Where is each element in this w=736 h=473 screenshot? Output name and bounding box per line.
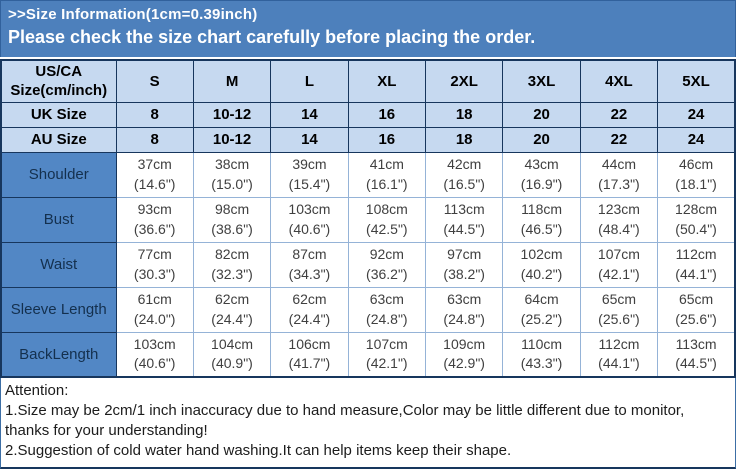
measure-cm: 104cm [211,335,254,352]
measure-inch: (41.7") [288,355,331,372]
attention-heading: Attention: [5,382,69,399]
measure-cm: 118cm [521,200,563,217]
size-value-cell: 18 [426,102,503,127]
size-chart-table [0,59,736,378]
measure-cm: 46cm [678,155,714,172]
measure-row [1,242,735,287]
measure-inch: (24.4") [211,310,253,327]
measure-inch: (24.8") [366,310,408,327]
measure-row-label: BackLength [1,332,116,377]
measure-inch: (42.1") [366,355,408,372]
attention-lines [5,401,735,461]
measure-value-cell [503,152,580,197]
measure-cm: 43cm [524,155,559,172]
measure-inch: (46.5") [520,220,563,237]
measure-value-cell [503,287,580,332]
measure-cm: 41cm [369,155,404,172]
measure-cm: 107cm [597,245,640,262]
size-value-cell: 16 [348,102,425,127]
measure-value-cell [271,287,348,332]
size-value-cell: 24 [658,127,735,152]
measure-cm: 63cm [447,290,482,307]
size-column-header: M [193,60,270,102]
measure-cm: 109cm [443,335,486,352]
measure-value-cell [271,332,348,377]
measure-inch: (38.6") [211,220,253,237]
size-value-cell: 10-12 [193,102,270,127]
measure-value-cell [658,287,735,332]
size-column-header: 4XL [580,60,657,102]
measure-cm: 65cm [678,290,714,307]
measure-cm: 87cm [292,245,327,262]
measure-inch: (32.3") [211,265,253,282]
size-row [1,102,735,127]
attention-section [0,378,736,469]
measure-value-cell [426,152,503,197]
measure-cm: 62cm [292,290,327,307]
size-header-corner-line2: Size(cm/inch) [10,82,108,100]
measure-cm: 61cm [137,290,172,307]
size-value-cell: 18 [426,127,503,152]
measure-value-cell [426,287,503,332]
size-value-cell: 10-12 [193,127,270,152]
measure-inch: (36.2") [366,265,408,282]
measure-cm: 42cm [447,155,482,172]
size-value-cell: 14 [271,102,348,127]
size-header-corner-line1: US/CA [35,62,83,80]
measure-cm: 102cm [520,245,563,262]
measure-inch: (16.9") [520,175,563,192]
measure-row [1,332,735,377]
measure-value-cell [658,197,735,242]
measure-value-cell [426,242,503,287]
measure-inch: (40.6") [288,220,331,237]
measure-inch: (18.1") [675,175,717,192]
measure-value-cell [271,152,348,197]
measure-inch: (15.0") [211,175,253,192]
measure-inch: (24.8") [443,310,485,327]
measure-cm: 103cm [288,200,331,217]
measure-cm: 63cm [369,290,404,307]
measure-row [1,152,735,197]
measure-row-label: Waist [1,242,116,287]
measure-inch: (17.3") [598,175,640,192]
size-column-header: 3XL [503,60,580,102]
measure-value-cell [116,242,193,287]
measure-inch: (44.1") [598,355,640,372]
measure-value-cell [193,152,270,197]
measure-cm: 107cm [365,335,408,352]
measure-inch: (30.3") [133,265,176,282]
size-row [1,127,735,152]
measure-cm: 82cm [214,245,250,262]
measure-row [1,287,735,332]
measure-value-cell [580,332,657,377]
size-column-header: 2XL [426,60,503,102]
measure-value-cell [580,197,657,242]
measure-value-cell [271,197,348,242]
size-value-cell: 8 [116,127,193,152]
measure-inch: (44.5") [443,220,485,237]
measure-inch: (48.4") [598,220,640,237]
banner-text: Please check the size chart carefully before placing the order. [8,27,536,47]
size-value-cell: 16 [348,127,425,152]
attention-line: thanks for your understanding! [5,422,208,439]
measure-inch: (24.4") [288,310,331,327]
measure-inch: (40.6") [133,355,176,372]
measure-value-cell [348,152,425,197]
measure-cm: 44cm [601,155,637,172]
measure-inch: (24.0") [133,310,176,327]
measure-inch: (40.2") [520,265,563,282]
measure-value-cell [193,332,270,377]
attention-line: 1.Size may be 2cm/1 inch inaccuracy due to hand measure,Color may be little different due to monitor, [5,402,685,419]
measure-value-cell [426,197,503,242]
measure-value-cell [348,197,425,242]
measure-cm: 39cm [292,155,327,172]
measure-inch: (16.5") [443,175,485,192]
size-column-header: L [271,60,348,102]
measure-cm: 113cm [443,200,485,217]
measure-inch: (42.5") [366,220,408,237]
size-column-header: 5XL [658,60,735,102]
measure-cm: 103cm [133,335,176,352]
size-value-cell: 8 [116,102,193,127]
measure-inch: (25.6") [675,310,717,327]
measure-value-cell [658,332,735,377]
measure-cm: 77cm [137,245,172,262]
measure-cm: 112cm [598,335,640,352]
measure-inch: (50.4") [675,220,717,237]
size-header-corner [1,60,116,102]
measure-cm: 98cm [214,200,250,217]
measure-inch: (34.3") [288,265,331,282]
measure-value-cell [116,332,193,377]
measure-value-cell [580,287,657,332]
measure-cm: 64cm [524,290,559,307]
measure-cm: 123cm [597,200,640,217]
measure-inch: (36.6") [133,220,176,237]
measure-row [1,197,735,242]
size-header-row [1,60,735,102]
header-block [0,0,736,57]
measure-cm: 93cm [137,200,172,217]
measure-cm: 97cm [447,245,482,262]
measure-value-cell [580,152,657,197]
measure-inch: (15.4") [288,175,331,192]
measure-inch: (42.1") [598,265,640,282]
measure-cm: 62cm [214,290,250,307]
measure-cm: 128cm [675,200,718,217]
measure-cm: 65cm [601,290,637,307]
measure-inch: (40.9") [211,355,253,372]
measure-value-cell [348,242,425,287]
measure-value-cell [271,242,348,287]
measure-value-cell [658,152,735,197]
measure-cm: 106cm [288,335,331,352]
measure-value-cell [193,242,270,287]
size-value-cell: 20 [503,102,580,127]
size-value-cell: 22 [580,127,657,152]
measure-inch: (16.1") [366,175,408,192]
measure-row-label: Shoulder [1,152,116,197]
measure-value-cell [348,332,425,377]
measure-cm: 110cm [521,335,563,352]
measure-cm: 92cm [369,245,404,262]
measure-value-cell [116,287,193,332]
measure-value-cell [503,242,580,287]
size-row-label: UK Size [1,102,116,127]
measure-value-cell [658,242,735,287]
measure-inch: (14.6") [133,175,176,192]
measure-inch: (44.5") [675,355,717,372]
size-column-header: XL [348,60,425,102]
measure-value-cell [580,242,657,287]
measure-value-cell [426,332,503,377]
page-title: >>Size Information(1cm=0.39inch) [8,6,258,23]
measure-value-cell [503,197,580,242]
size-value-cell: 20 [503,127,580,152]
measure-row-label: Sleeve Length [1,287,116,332]
size-column-header: S [116,60,193,102]
measure-value-cell [116,152,193,197]
measure-cm: 112cm [675,245,717,262]
size-value-cell: 14 [271,127,348,152]
measure-inch: (42.9") [443,355,485,372]
measure-inch: (44.1") [675,265,717,282]
measure-cm: 113cm [675,335,717,352]
measure-value-cell [193,287,270,332]
measure-value-cell [193,197,270,242]
measure-value-cell [348,287,425,332]
size-row-label: AU Size [1,127,116,152]
measure-value-cell [116,197,193,242]
size-value-cell: 22 [580,102,657,127]
measure-cm: 38cm [214,155,250,172]
measure-inch: (38.2") [443,265,485,282]
measure-inch: (25.6") [598,310,640,327]
size-value-cell: 24 [658,102,735,127]
attention-line: 2.Suggestion of cold water hand washing.It can help items keep their shape. [5,442,512,459]
measure-cm: 37cm [137,155,172,172]
measure-cm: 108cm [365,200,408,217]
measure-value-cell [503,332,580,377]
measure-inch: (25.2") [520,310,563,327]
measure-inch: (43.3") [520,355,563,372]
measure-row-label: Bust [1,197,116,242]
